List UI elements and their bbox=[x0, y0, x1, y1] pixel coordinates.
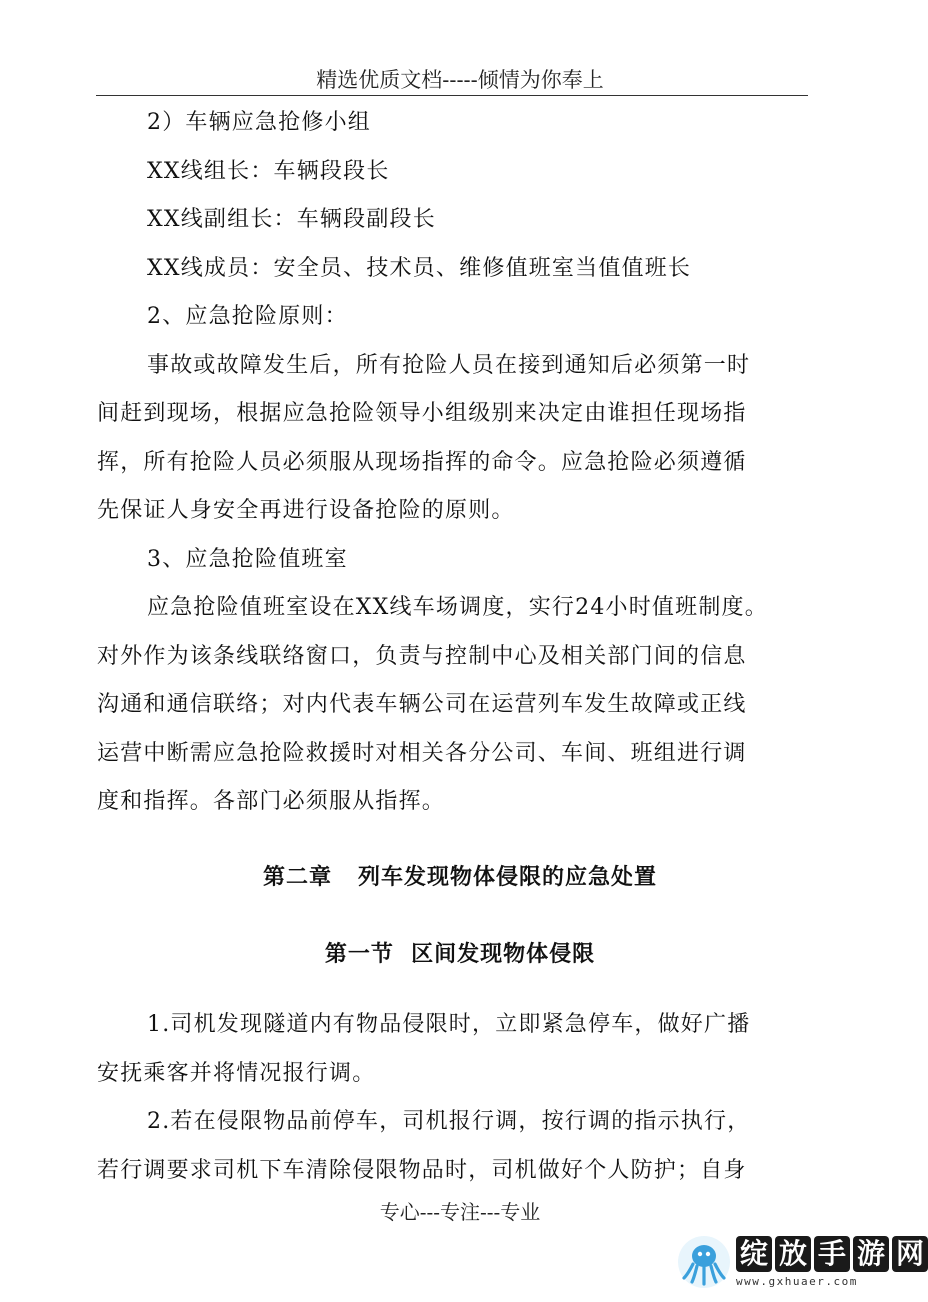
body-line: 沟通和通信联络；对内代表车辆公司在运营列车发生故障或正线 bbox=[97, 692, 747, 717]
page-footer: 专心---专注---专业 bbox=[379, 1200, 541, 1224]
body-line: 若行调要求司机下车清除侵限物品时，司机做好个人防护；自身 bbox=[97, 1157, 747, 1183]
watermark-char: 手 bbox=[814, 1236, 850, 1272]
body-line: 先保证人身安全再进行设备抢险的原则。 bbox=[97, 498, 515, 523]
body-line: 间赶到现场，根据应急抢险领导小组级别来决定由谁担任现场指 bbox=[97, 401, 747, 426]
body-line: XX线成员：安全员、技术员、维修值班室当值值班长 bbox=[147, 255, 692, 281]
body-line: 应急抢险值班室设在XX线车场调度，实行24小时值班制度。 bbox=[147, 595, 768, 620]
body-line: 1.司机发现隧道内有物品侵限时，立即紧急停车，做好广播 bbox=[147, 1012, 751, 1037]
body-line: 2.若在侵限物品前停车，司机报行调，按行调的指示执行， bbox=[147, 1109, 751, 1134]
body-line: XX线组长：车辆段段长 bbox=[147, 158, 390, 184]
body-line: 事故或故障发生后，所有抢险人员在接到通知后必须第一时 bbox=[147, 352, 751, 378]
site-watermark bbox=[676, 1226, 924, 1298]
body-line: 2、应急抢险原则： bbox=[147, 304, 348, 329]
watermark-url: www.gxhuaer.com bbox=[736, 1275, 858, 1288]
body-line: 度和指挥。各部门必须服从指挥。 bbox=[97, 789, 446, 814]
document-body bbox=[97, 99, 797, 827]
body-line: 2）车辆应急抢修小组 bbox=[147, 110, 371, 135]
body-line: 安抚乘客并将情况报行调。 bbox=[97, 1060, 376, 1086]
section-heading: 第一节 区间发现物体侵限 bbox=[324, 942, 596, 967]
watermark-char: 网 bbox=[892, 1236, 928, 1272]
watermark-char: 放 bbox=[775, 1236, 811, 1272]
watermark-char: 绽 bbox=[736, 1236, 772, 1272]
watermark-text bbox=[736, 1236, 928, 1288]
page-header: 精选优质文档-----倾情为你奉上 bbox=[316, 68, 604, 92]
chapter-heading: 第二章 列车发现物体侵限的应急处置 bbox=[263, 865, 657, 890]
body-line: 挥，所有抢险人员必须服从现场指挥的命令。应急抢险必须遵循 bbox=[97, 449, 747, 475]
watermark-char: 游 bbox=[853, 1236, 889, 1272]
body-line: 运营中断需应急抢险救援时对相关各分公司、车间、班组进行调 bbox=[97, 740, 747, 766]
octopus-logo-icon bbox=[676, 1234, 732, 1290]
body-line: 3、应急抢险值班室 bbox=[147, 546, 348, 572]
watermark-title bbox=[736, 1236, 928, 1272]
body-line: XX线副组长：车辆段副段长 bbox=[147, 207, 436, 232]
header-divider bbox=[96, 95, 808, 96]
body-line: 对外作为该条线联络窗口，负责与控制中心及相关部门间的信息 bbox=[97, 643, 747, 669]
document-body-continued bbox=[97, 1001, 797, 1195]
